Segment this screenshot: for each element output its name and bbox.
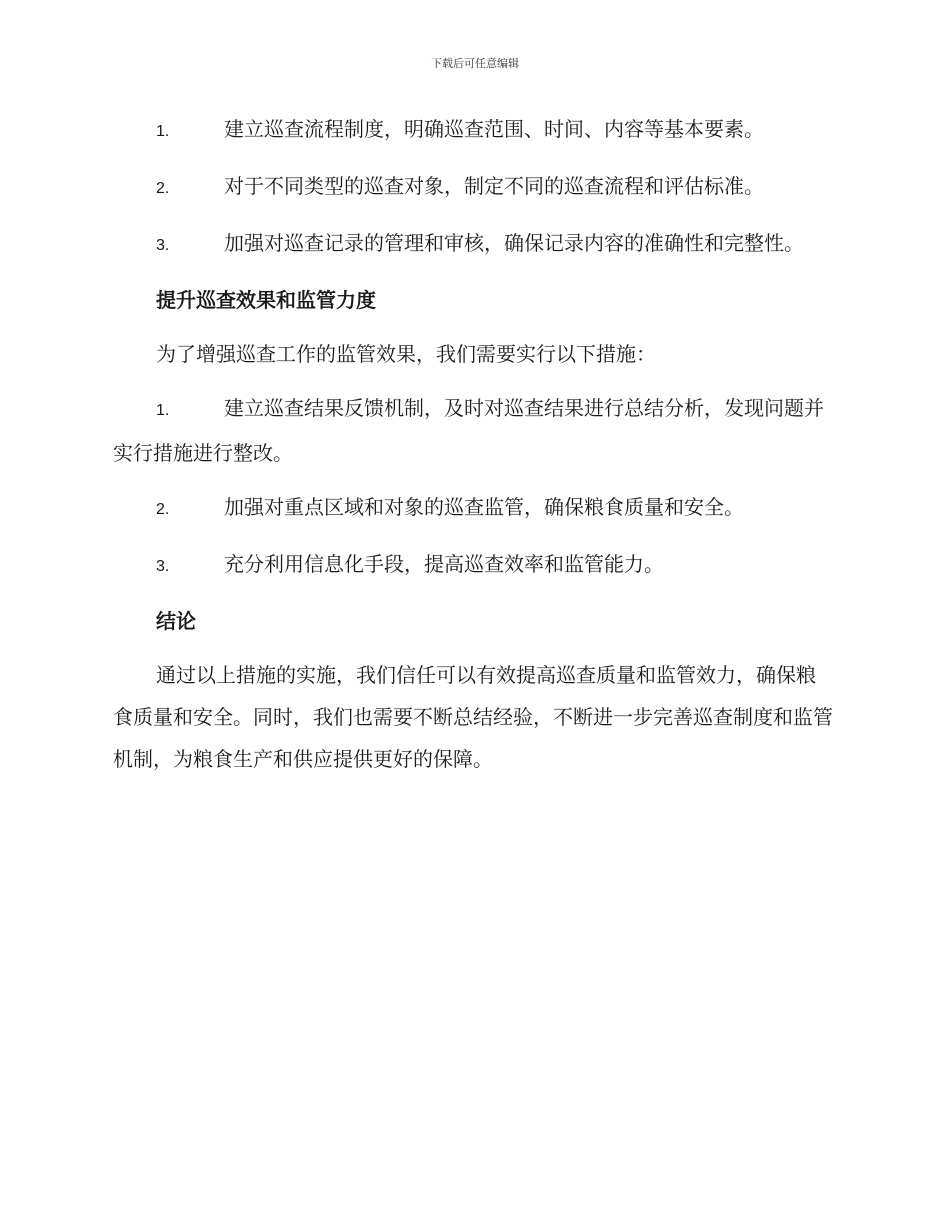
section-heading: 提升巡查效果和监管力度 (156, 288, 376, 312)
conclusion-heading: 结论 (156, 609, 196, 633)
list-text: 充分利用信息化手段，提高巡查效率和监管能力。 (224, 552, 664, 576)
list-number: 3. (156, 237, 170, 254)
list-text: 建立巡查流程制度，明确巡查范围、时间、内容等基本要素。 (224, 117, 764, 141)
list-number: 2. (156, 501, 170, 518)
list-item (113, 108, 835, 153)
list-item (113, 165, 835, 210)
list-text: 对于不同类型的巡查对象，制定不同的巡查流程和评估标准。 (224, 174, 764, 198)
list-item (113, 486, 835, 531)
document-body (113, 108, 835, 792)
list-text: 建立巡查结果反馈机制，及时对巡查结果进行总结分析，发现问题并实行措施进行整改。 (113, 396, 824, 465)
list-number: 2. (156, 180, 170, 197)
list-item (113, 387, 835, 474)
list-number: 1. (156, 123, 170, 140)
list-text: 加强对重点区域和对象的巡查监管，确保粮食质量和安全。 (224, 495, 744, 519)
list-item (113, 543, 835, 588)
conclusion-text: 通过以上措施的实施，我们信任可以有效提高巡查质量和监管效力，确保粮食质量和安全。同时，我们也需要不断总结经验，不断进一步完善巡查制度和监管机制，为粮食生产和供应提供更好的保障。 (113, 663, 833, 771)
page-header: 下载后可任意编辑 (431, 57, 519, 70)
list-item (113, 222, 835, 267)
list-number: 3. (156, 558, 170, 575)
section-intro: 为了增强巡查工作的监管效果，我们需要实行以下措施： (156, 342, 656, 366)
list-number: 1. (156, 402, 170, 419)
list-text: 加强对巡查记录的管理和审核，确保记录内容的准确性和完整性。 (224, 231, 804, 255)
